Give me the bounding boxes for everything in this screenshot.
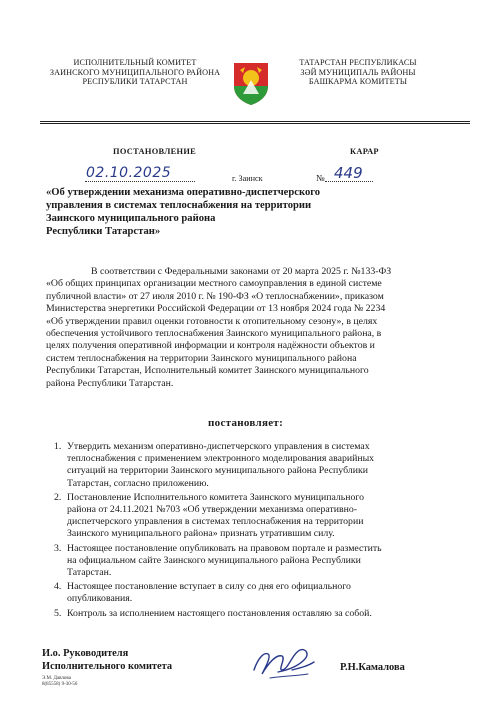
handwritten-date: 02.10.2025 [86, 165, 172, 181]
date-underline [85, 181, 195, 182]
header-divider [40, 121, 470, 122]
item-line: Заинского муниципального района» признать утратившим силу. [67, 528, 335, 540]
item-line: теплоснабжения с применением электронного моделирования аварийных [67, 453, 375, 465]
coat-of-arms-icon [231, 60, 271, 106]
list-item [46, 492, 466, 541]
resolution-items [46, 441, 466, 622]
position-line: Исполнительного комитета [42, 660, 173, 672]
item-number: 3. [54, 542, 62, 554]
position-line: И.о. Руководителя [42, 648, 129, 659]
executor-info [42, 676, 77, 688]
title-line: «Об утверждении механизма оперативно-диспетчерского [46, 187, 321, 198]
preamble-line: В соответствии с Федеральными законами от 20 марта 2025 г. №133-ФЗ [91, 266, 392, 277]
preamble-line: систем теплоснабжения на территории Заинского муниципального района [46, 352, 357, 364]
preamble-line: публичной власти» от 27 июля 2010 г. № 190-ФЗ «О теплоснабжении», приказом [46, 290, 384, 302]
document-type-ru: ПОСТАНОВЛЕНИЕ [113, 147, 197, 156]
list-item [46, 441, 466, 490]
title-line: управления в системах теплоснабжения на территории [46, 200, 312, 211]
item-line: района от 24.11.2021 №703 «Об утверждении механизма оперативно- [67, 504, 357, 516]
item-line: Постановление Исполнительного комитета Заинского муниципального [67, 491, 365, 503]
item-number: 2. [54, 491, 62, 503]
preamble-line: целях получения оперативной информации и контроля надёжности объектов и [46, 340, 375, 352]
title-line: Заинского муниципального района [46, 213, 216, 224]
signatory-name: Р.Н.Камалова [340, 662, 405, 673]
item-number: 1. [54, 441, 62, 452]
list-item [46, 543, 466, 580]
header-right-line: ЗӘЙ МУНИЦИПАЛЬ РАЙОНЫ [300, 67, 416, 77]
header-left-line: РЕСПУБЛИКИ ТАТАРСТАН [82, 77, 188, 86]
list-item [46, 581, 466, 605]
header-right-block [283, 58, 433, 87]
item-line: ситуаций на территории Заинского муниципального района Республики [67, 465, 368, 477]
header-left-line: ИСПОЛНИТЕЛЬНЫЙ КОМИТЕТ [73, 58, 197, 67]
preamble-line: «Об общих принципах организации местного самоуправления в единой системе [46, 278, 382, 290]
preamble-line: Республики Татарстан, Исполнительный комитет Заинского муниципального [46, 365, 369, 377]
item-line: Татарстан. [67, 567, 112, 579]
resolves-heading: постановляет: [208, 417, 284, 429]
handwritten-number: 449 [334, 164, 363, 182]
item-line: Татарстан, согласно приложению. [67, 477, 209, 489]
city-label: г. Заинск [232, 174, 263, 183]
item-line: Контроль за исполнением настоящего постановления оставляю за собой. [67, 607, 372, 619]
header-right-line: ТАТАРСТАН РЕСПУБЛИКАСЫ [299, 58, 417, 67]
title-line: Республики Татарстан» [46, 226, 161, 237]
item-line: на официальном сайте Заинского муниципального района Республики [67, 554, 361, 566]
item-line: Настоящее постановление вступает в силу со дня его официального [67, 581, 351, 593]
item-line: Утвердить механизм оперативно-диспетчерского управления в системах [67, 441, 370, 452]
executor-line: Э.М. Давлова [42, 676, 71, 681]
document-title [46, 186, 376, 238]
item-number: 4. [54, 581, 62, 593]
signatory-position [42, 648, 172, 673]
preamble-line: обеспечения устойчивого теплоснабжения Заинского муниципального района, в [46, 328, 382, 340]
header-left-block [40, 58, 230, 87]
item-number: 5. [54, 607, 62, 619]
executor-line: 8(85558) 9-30-56 [42, 682, 78, 687]
preamble-line: Министерства энергетики Российской Федерации от 13 ноября 2024 года № 2234 [46, 303, 386, 315]
item-line: опубликования. [67, 593, 133, 605]
preamble [46, 266, 456, 390]
document-type-tt: КАРАР [350, 147, 379, 156]
number-underline [325, 181, 373, 182]
item-line: Настоящее постановление опубликовать на правовом портале и разместить [67, 542, 382, 554]
header-divider [40, 123, 470, 124]
item-line: диспетчерского управления в системах теплоснабжения на территории [67, 516, 364, 528]
preamble-line: «Об утверждении правил оценки готовности к отопительному сезону», в целях [46, 315, 378, 327]
number-sign: № [316, 173, 325, 183]
header-right-line: БАШКАРМА КОМИТЕТЫ [308, 77, 408, 86]
preamble-line: района Республики Татарстан. [46, 377, 174, 389]
header-left-line: ЗАИНСКОГО МУНИЦИПАЛЬНОГО РАЙОНА [49, 67, 221, 77]
handwritten-signature-icon [248, 640, 318, 684]
list-item [46, 608, 466, 620]
